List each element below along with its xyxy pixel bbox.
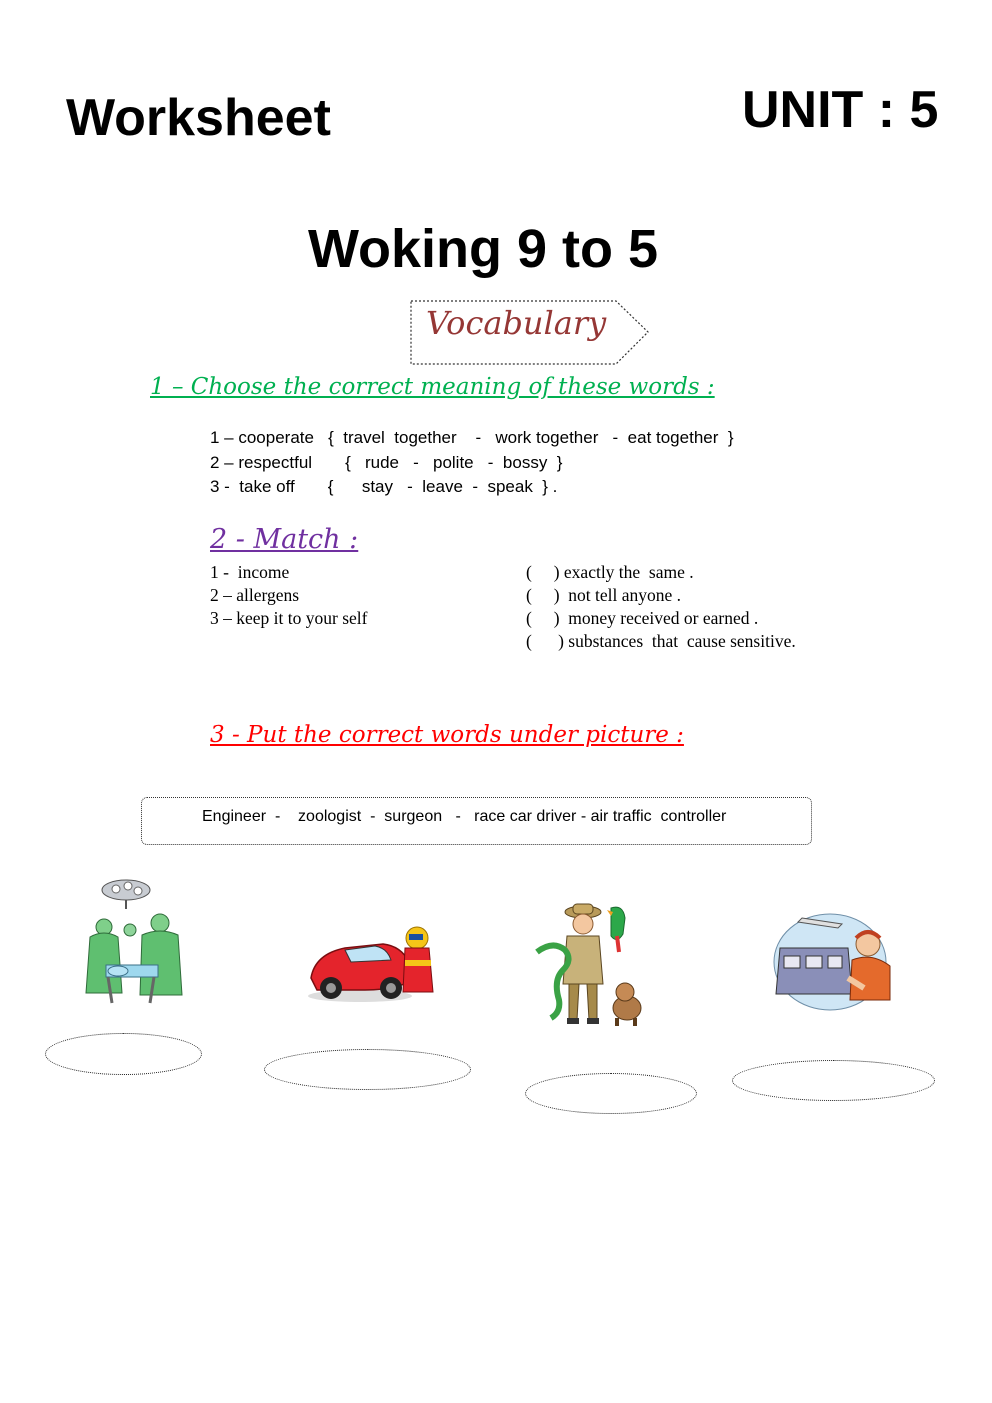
answer-field-3[interactable] [525, 1073, 697, 1114]
match-right-4: ( ) substances that cause sensitive. [526, 631, 796, 651]
page-title: Woking 9 to 5 [307, 219, 659, 279]
section2-heading: 2 - Match : [210, 524, 359, 555]
word-bank-text: Engineer - zoologist - surgeon - race car driver - air traffic controller [202, 808, 727, 825]
race-car-driver-picture [305, 918, 440, 1008]
question-row-1: 1 – cooperate { travel together - work together - eat together } [210, 428, 734, 447]
surgeon-picture [78, 875, 188, 1010]
vocabulary-label: Vocabulary [426, 304, 607, 342]
match-right-2: ( ) not tell anyone . [526, 585, 682, 605]
match-right-3: ( ) money received or earned . [526, 608, 759, 628]
answer-field-2[interactable] [264, 1049, 471, 1090]
section1-heading: 1 – Choose the correct meaning of these words : [150, 374, 715, 400]
section3-heading: 3 - Put the correct words under picture : [210, 722, 684, 748]
match-left-2: 2 – allergens [210, 585, 300, 605]
match-left-3: 3 – keep it to your self [210, 608, 368, 628]
match-left-1: 1 - income [210, 562, 290, 582]
answer-field-1[interactable] [45, 1033, 202, 1075]
worksheet-title: Worksheet [66, 89, 331, 147]
match-right-1: ( ) exactly the same . [526, 562, 694, 582]
unit-label: UNIT : 5 [742, 81, 939, 139]
air-traffic-controller-picture [772, 908, 897, 1013]
question-row-2: 2 – respectful { rude - polite - bossy } [210, 453, 563, 472]
answer-field-4[interactable] [732, 1060, 935, 1101]
zoologist-picture [533, 900, 648, 1035]
question-row-3: 3 - take off { stay - leave - speak } . [210, 477, 558, 496]
